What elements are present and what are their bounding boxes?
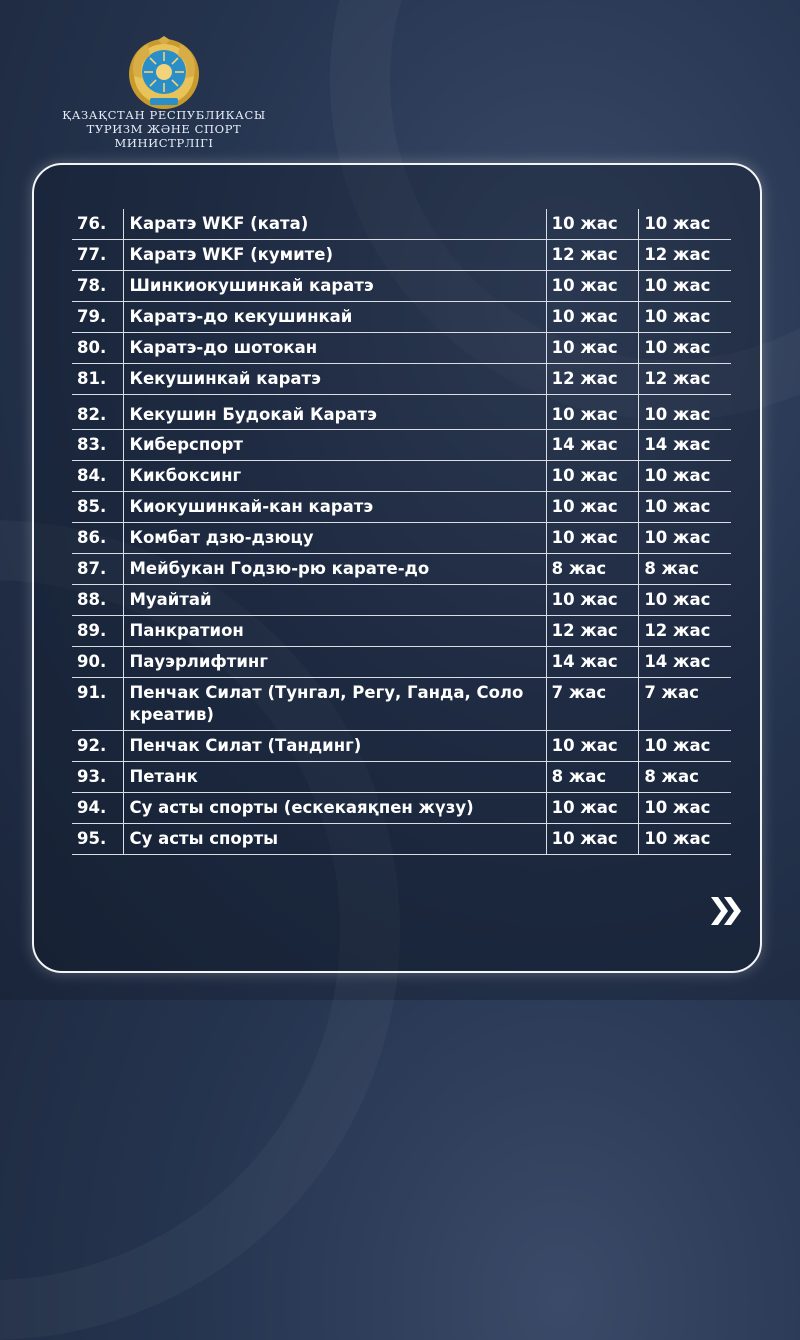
sport-name: Каратэ-до шотокан [124, 333, 546, 364]
row-number: 88. [77, 590, 107, 609]
row-number: 78. [77, 276, 107, 295]
age-value: 10 жас [546, 302, 639, 333]
row-number: 90. [77, 652, 107, 671]
row-number: 79. [77, 307, 107, 326]
sport-name: Су асты спорты [124, 824, 546, 855]
row-number: 82. [77, 405, 107, 424]
age-value: 10 жас [639, 793, 731, 824]
age-value: 14 жас [639, 647, 731, 678]
double-chevron-right-icon[interactable] [707, 893, 743, 929]
age-value: 10 жас [546, 461, 639, 492]
row-number: 80. [77, 338, 107, 357]
table-row [72, 731, 731, 762]
age-value: 10 жас [639, 585, 731, 616]
table-row [72, 395, 731, 430]
row-number: 94. [77, 798, 107, 817]
sport-name: Киокушинкай-кан каратэ [124, 492, 546, 523]
age-value: 10 жас [639, 492, 731, 523]
table-row [72, 430, 731, 461]
row-number: 87. [77, 559, 107, 578]
row-number: 77. [77, 245, 107, 264]
age-value: 10 жас [546, 209, 639, 240]
sport-name: Кекушин Будокай Каратэ [124, 395, 546, 430]
table-row [72, 492, 731, 523]
table-row [72, 585, 731, 616]
sport-name: Муайтай [124, 585, 546, 616]
age-value: 14 жас [546, 430, 639, 461]
age-value: 12 жас [639, 616, 731, 647]
table-row [72, 209, 731, 240]
age-value: 10 жас [546, 333, 639, 364]
age-value: 8 жас [639, 762, 731, 793]
table-row [72, 461, 731, 492]
age-value: 14 жас [546, 647, 639, 678]
sport-name: Каратэ WKF (кумите) [124, 240, 546, 271]
age-value: 12 жас [639, 364, 731, 395]
table-row [72, 554, 731, 585]
sport-name: Каратэ-до кекушинкай [124, 302, 546, 333]
sport-name: Каратэ WKF (ката) [124, 209, 546, 240]
table-row [72, 824, 731, 855]
age-value: 10 жас [639, 395, 731, 430]
row-number: 95. [77, 829, 107, 848]
age-value: 10 жас [639, 209, 731, 240]
table-row [72, 616, 731, 647]
age-value: 14 жас [639, 430, 731, 461]
age-value: 10 жас [546, 793, 639, 824]
age-value: 10 жас [546, 395, 639, 430]
age-value: 7 жас [639, 678, 731, 731]
age-value: 8 жас [546, 554, 639, 585]
row-number: 85. [77, 497, 107, 516]
table-row [72, 302, 731, 333]
age-value: 10 жас [546, 271, 639, 302]
age-value: 10 жас [639, 271, 731, 302]
sport-name: Пенчак Силат (Тандинг) [124, 731, 546, 762]
age-value: 12 жас [546, 364, 639, 395]
age-value: 10 жас [639, 302, 731, 333]
sport-name: Панкратион [124, 616, 546, 647]
ministry-line-2: ТУРИЗМ ЖӘНЕ СПОРТ МИНИСТРЛІГІ [86, 122, 242, 150]
sport-name: Петанк [124, 762, 546, 793]
age-value: 10 жас [639, 824, 731, 855]
state-emblem-icon [126, 36, 202, 112]
age-value: 12 жас [639, 240, 731, 271]
sport-name: Су асты спорты (ескекаяқпен жүзу) [124, 793, 546, 824]
ministry-title [48, 108, 280, 150]
age-value: 10 жас [546, 824, 639, 855]
row-number: 76. [77, 214, 107, 233]
sport-name: Кекушинкай каратэ [124, 364, 546, 395]
table-row [72, 647, 731, 678]
row-number: 89. [77, 621, 107, 640]
table-row [72, 364, 731, 395]
age-value: 10 жас [546, 523, 639, 554]
sport-name: Кикбоксинг [124, 461, 546, 492]
table-row [72, 240, 731, 271]
table-row [72, 762, 731, 793]
age-value: 10 жас [639, 333, 731, 364]
row-number: 86. [77, 528, 107, 547]
table-row [72, 271, 731, 302]
row-number: 93. [77, 767, 107, 786]
sport-name: Киберспорт [124, 430, 546, 461]
ministry-line-1: ҚАЗАҚСТАН РЕСПУБЛИКАСЫ [62, 108, 266, 122]
table-row [72, 523, 731, 554]
age-value: 10 жас [639, 461, 731, 492]
table-row [72, 793, 731, 824]
sport-name: Шинкиокушинкай каратэ [124, 271, 546, 302]
age-value: 10 жас [546, 731, 639, 762]
row-number: 83. [77, 435, 107, 454]
age-value: 12 жас [546, 240, 639, 271]
age-value: 10 жас [639, 731, 731, 762]
sport-name: Мейбукан Годзю-рю карате-до [124, 554, 546, 585]
sports-age-table [72, 209, 731, 855]
age-value: 12 жас [546, 616, 639, 647]
age-value: 8 жас [639, 554, 731, 585]
row-number: 92. [77, 736, 107, 755]
sport-name: Пенчак Силат (Тунгал, Регу, Ганда, Соло креатив) [124, 678, 546, 731]
row-number: 84. [77, 466, 107, 485]
age-value: 7 жас [546, 678, 639, 731]
row-number: 81. [77, 369, 107, 388]
content-card [32, 163, 762, 973]
age-value: 10 жас [639, 523, 731, 554]
age-value: 8 жас [546, 762, 639, 793]
row-number: 91. [77, 683, 107, 702]
age-value: 10 жас [546, 585, 639, 616]
age-value: 10 жас [546, 492, 639, 523]
sport-name: Комбат дзю-дзюцу [124, 523, 546, 554]
table-row [72, 333, 731, 364]
table-row [72, 678, 731, 731]
sport-name: Пауэрлифтинг [124, 647, 546, 678]
